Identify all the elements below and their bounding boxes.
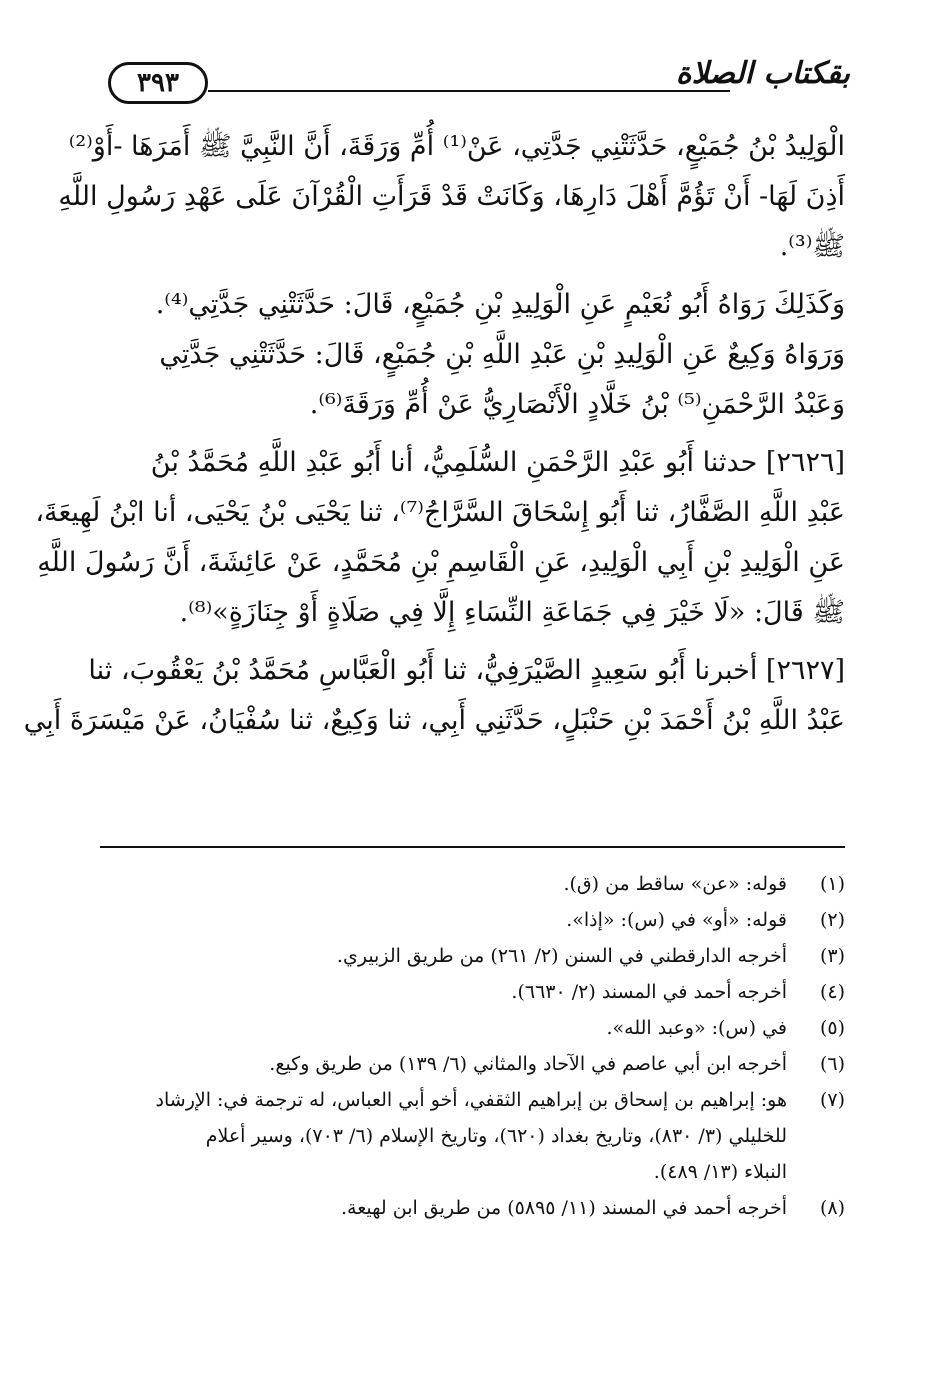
footnote-item [100, 1082, 845, 1190]
footnote-number: (٨) [819, 1197, 845, 1219]
running-head: بقكتاب الصلاة [675, 56, 850, 91]
footnotes [100, 866, 845, 1226]
text-line: عَنِ الْوَلِيدِ بْنِ أَبِي الْوَلِيدِ، عَنِ الْقَاسِمِ بْنِ مُحَمَّدٍ، عَنْ عَائِشَةَ، أَنَّ رَسُولَ اللَّهِ [37, 547, 845, 578]
footnote-text: أخرجه الدارقطني في السنن (٢/ ٢٦١) من طريق الزبيري. [336, 945, 787, 967]
text-line: الْوَلِيدُ بْنُ جُمَيْعٍ، حَدَّثَتْنِي جَدَّتِي، عَنْ⁽¹⁾ أُمِّ وَرَقَةَ، أَنَّ النَّبِيَّ ﷺ أَمَرَهَا -أَوْ⁽²⁾ [68, 131, 845, 162]
footnote-number: (٢) [819, 909, 845, 931]
hadith-2626-line: [٢٦٢٦] حدثنا أَبُو عَبْدِ الرَّحْمَنِ السُّلَمِيُّ، أنا أَبُو عَبْدِ اللَّهِ مُحَمَّدُ بْنُ [150, 447, 845, 478]
footnote-item [100, 1046, 845, 1082]
footnote-text: النبلاء (١٣/ ٤٨٩). [653, 1161, 787, 1183]
footnote-item [100, 902, 845, 938]
footnote-item [100, 1010, 845, 1046]
footnote-text: أخرجه ابن أبي عاصم في الآحاد والمثاني (٦/ ١٣٩) من طريق وكيع. [269, 1053, 787, 1075]
footnote-item [100, 974, 845, 1010]
footnote-text: في (س): «وعبد الله». [606, 1017, 787, 1039]
hadith-2627-line: [٢٦٢٧] أخبرنا أَبُو سَعِيدٍ الصَّيْرَفِيُّ، ثنا أَبُو الْعَبَّاسِ مُحَمَّدُ بْنُ يَعْقُوبَ، ثنا [88, 655, 845, 686]
footnote-number: (٤) [819, 981, 845, 1003]
text-line: ﷺ⁽³⁾. [779, 231, 845, 262]
footnote-number: (٣) [819, 945, 845, 967]
page-number: ٣٩٣ [108, 62, 208, 104]
footnote-text: للخليلي (٣/ ٨٣٠)، وتاريخ بغداد (٦٢٠)، وتاريخ الإسلام (٦/ ٧٠٣)، وسير أعلام [205, 1125, 787, 1147]
text-line: عَبْدِ اللَّهِ الصَّفَّارُ، ثنا أَبُو إِسْحَاقَ السَّرَّاجُ⁽⁷⁾، ثنا يَحْيَى بْنُ يَحْيَى، أنا ابْنُ لَهِيعَةَ، [35, 497, 845, 528]
footnote-rule [100, 846, 845, 848]
text-line: عَبْدُ اللَّهِ بْنُ أَحْمَدَ بْنِ حَنْبَلٍ، حَدَّثَنِي أَبِي، ثنا وَكِيعٌ، ثنا سُفْيَانُ، عَنْ مَيْسَرَةَ أَبِي [23, 705, 845, 736]
footnote-text: قوله: «أو» في (س): «إذا». [566, 909, 787, 931]
footnote-text: أخرجه أحمد في المسند (٢/ ٦٦٣٠). [511, 981, 787, 1003]
footnote-number: (١) [819, 873, 845, 895]
footnote-text: أخرجه أحمد في المسند (١١/ ٥٨٩٥) من طريق ابن لهيعة. [341, 1197, 787, 1219]
text-line: ﷺ قَالَ: «لَا خَيْرَ فِي جَمَاعَةِ النِّسَاءِ إِلَّا فِي صَلَاةٍ أَوْ جِنَازَةٍ»⁽⁸⁾. [179, 597, 845, 628]
footnote-number: (٧) [819, 1089, 845, 1111]
text-line: وَرَوَاهُ وَكِيعٌ عَنِ الْوَلِيدِ بْنِ عَبْدِ اللَّهِ بْنِ جُمَيْعٍ، قَالَ: حَدَّثَتْنِي جَدَّتِي [159, 339, 845, 370]
page-header [100, 48, 850, 108]
footnote-number: (٦) [819, 1053, 845, 1075]
footnote-text: قوله: «عن» ساقط من (ق). [563, 873, 787, 895]
text-line: وَعَبْدُ الرَّحْمَنِ⁽⁵⁾ بْنُ خَلَّادٍ الْأَنْصَارِيُّ عَنْ أُمِّ وَرَقَةَ⁽⁶⁾. [309, 389, 845, 420]
main-text [23, 122, 845, 746]
text-line: أَذِنَ لَهَا- أَنْ تَؤُمَّ أَهْلَ دَارِهَا، وَكَانَتْ قَدْ قَرَأَتِ الْقُرْآنَ عَلَى عَهْدِ رَسُولِ اللَّهِ [58, 181, 845, 212]
text-line: وَكَذَلِكَ رَوَاهُ أَبُو نُعَيْمٍ عَنِ الْوَلِيدِ بْنِ جُمَيْعٍ، قَالَ: حَدَّثَتْنِي جَدَّتِي⁽⁴⁾. [155, 289, 845, 320]
footnote-text: هو: إبراهيم بن إسحاق بن إبراهيم الثقفي، أخو أبي العباس، له ترجمة في: الإرشاد [155, 1089, 787, 1111]
footnote-item [100, 938, 845, 974]
footnote-item [100, 866, 845, 902]
footnote-item [100, 1190, 845, 1226]
header-rule [208, 90, 730, 92]
footnote-number: (٥) [819, 1017, 845, 1039]
